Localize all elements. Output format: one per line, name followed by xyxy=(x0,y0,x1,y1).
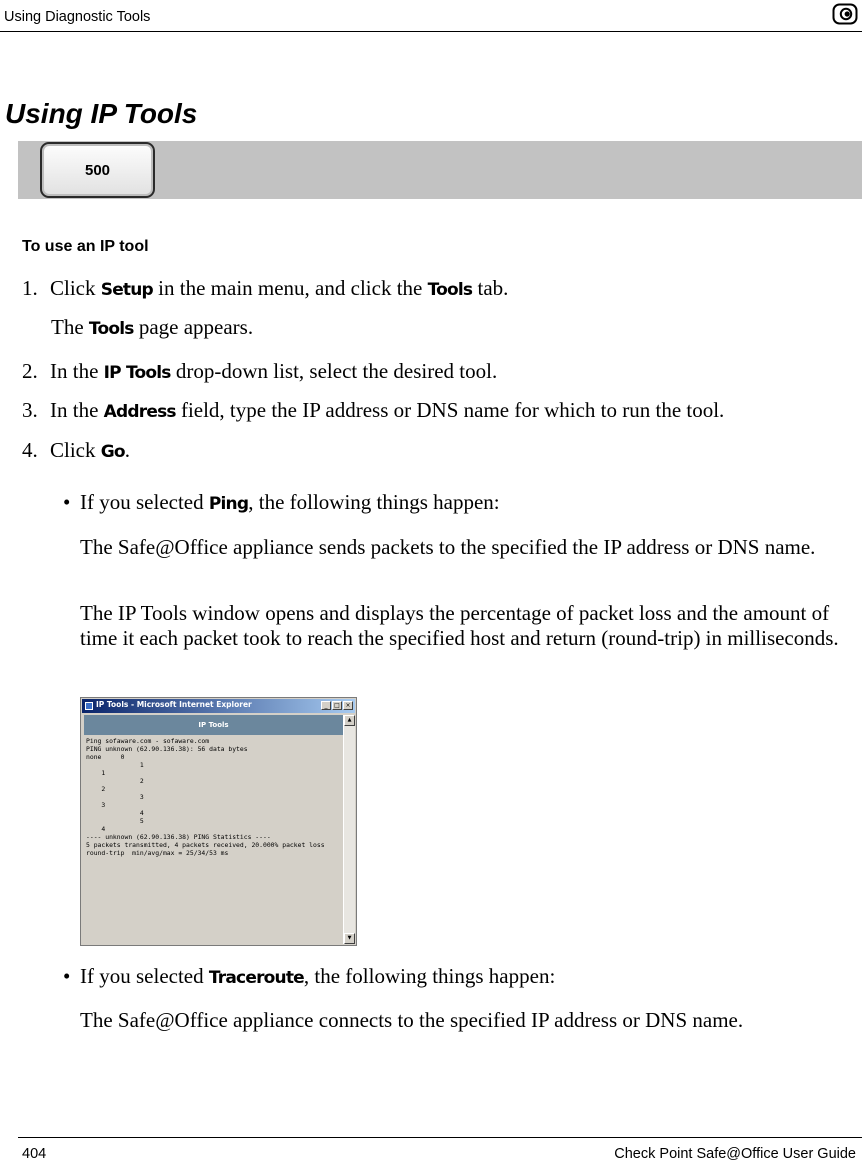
ui-term-tools: Tools xyxy=(427,280,473,300)
ping-output-text: Ping sofaware.com - sofaware.com PING unknown (62.90.136.38): 56 data bytes none 0 1 1 2 2 3 3 4 5 4 ---- unknown (62.90.136.38) PING Statistics ---- 5 packets transmitted, 4 packets received, 20.000% packet loss round-trip min/avg/max = 25/34/53 ms xyxy=(86,737,325,857)
running-header-title: Using Diagnostic Tools xyxy=(4,9,151,25)
bullet-ping: • If you selected Ping, the following things happen: xyxy=(63,490,500,514)
ping-paragraph-1: The Safe@Office appliance sends packets to the specified the IP address or DNS name. xyxy=(80,535,816,559)
footer-rule xyxy=(18,1137,862,1138)
ip-tools-window-screenshot xyxy=(80,697,357,946)
page-number: 404 xyxy=(22,1146,47,1162)
window-title: IP Tools - Microsoft Internet Explorer xyxy=(96,700,252,709)
ui-term-traceroute: Traceroute xyxy=(208,968,304,988)
window-titlebar xyxy=(82,699,355,713)
bullet-traceroute: • If you selected Traceroute, the following things happen: xyxy=(63,964,556,988)
ping-paragraph-2: The IP Tools window opens and displays the percentage of packet loss and the amount of time it each packet took to reach the specified host and return (round-trip) in milliseconds. xyxy=(80,601,839,650)
safe-at-office-logo-icon xyxy=(832,3,858,25)
vertical-scrollbar[interactable] xyxy=(343,715,355,944)
maximize-button[interactable]: □ xyxy=(332,701,342,710)
guide-title: Check Point Safe@Office User Guide xyxy=(614,1146,856,1162)
scroll-up-arrow-icon[interactable]: ▲ xyxy=(344,715,355,726)
model-applicability-bar xyxy=(18,141,862,199)
procedure-title: To use an IP tool xyxy=(22,238,149,255)
traceroute-paragraph-1: The Safe@Office appliance connects to the specified IP address or DNS name. xyxy=(80,1008,744,1032)
minimize-button[interactable]: _ xyxy=(321,701,331,710)
ui-term-go: Go xyxy=(100,442,125,462)
step-2: 2. In the IP Tools drop-down list, select the desired tool. xyxy=(22,359,498,383)
ui-term-setup: Setup xyxy=(100,280,153,300)
step-4: 4. Click Go. xyxy=(22,438,131,462)
page-header xyxy=(0,0,862,32)
scroll-down-arrow-icon[interactable]: ▼ xyxy=(344,933,355,944)
close-button[interactable]: × xyxy=(343,701,353,710)
ip-tools-header: IP Tools xyxy=(84,715,343,735)
internet-explorer-icon xyxy=(85,702,93,710)
step-1: 1. Click Setup in the main menu, and click the Tools tab. xyxy=(22,276,509,300)
ui-term-address: Address xyxy=(103,402,176,422)
model-badge: 500 xyxy=(40,142,155,198)
ui-term-ping: Ping xyxy=(208,494,249,514)
step-1-result: The Tools page appears. xyxy=(51,315,254,339)
section-title: Using IP Tools xyxy=(5,98,198,129)
ping-output xyxy=(84,735,343,941)
ui-term-ip-tools: IP Tools xyxy=(103,363,171,383)
step-3: 3. In the Address field, type the IP address or DNS name for which to run the tool. xyxy=(22,398,725,422)
